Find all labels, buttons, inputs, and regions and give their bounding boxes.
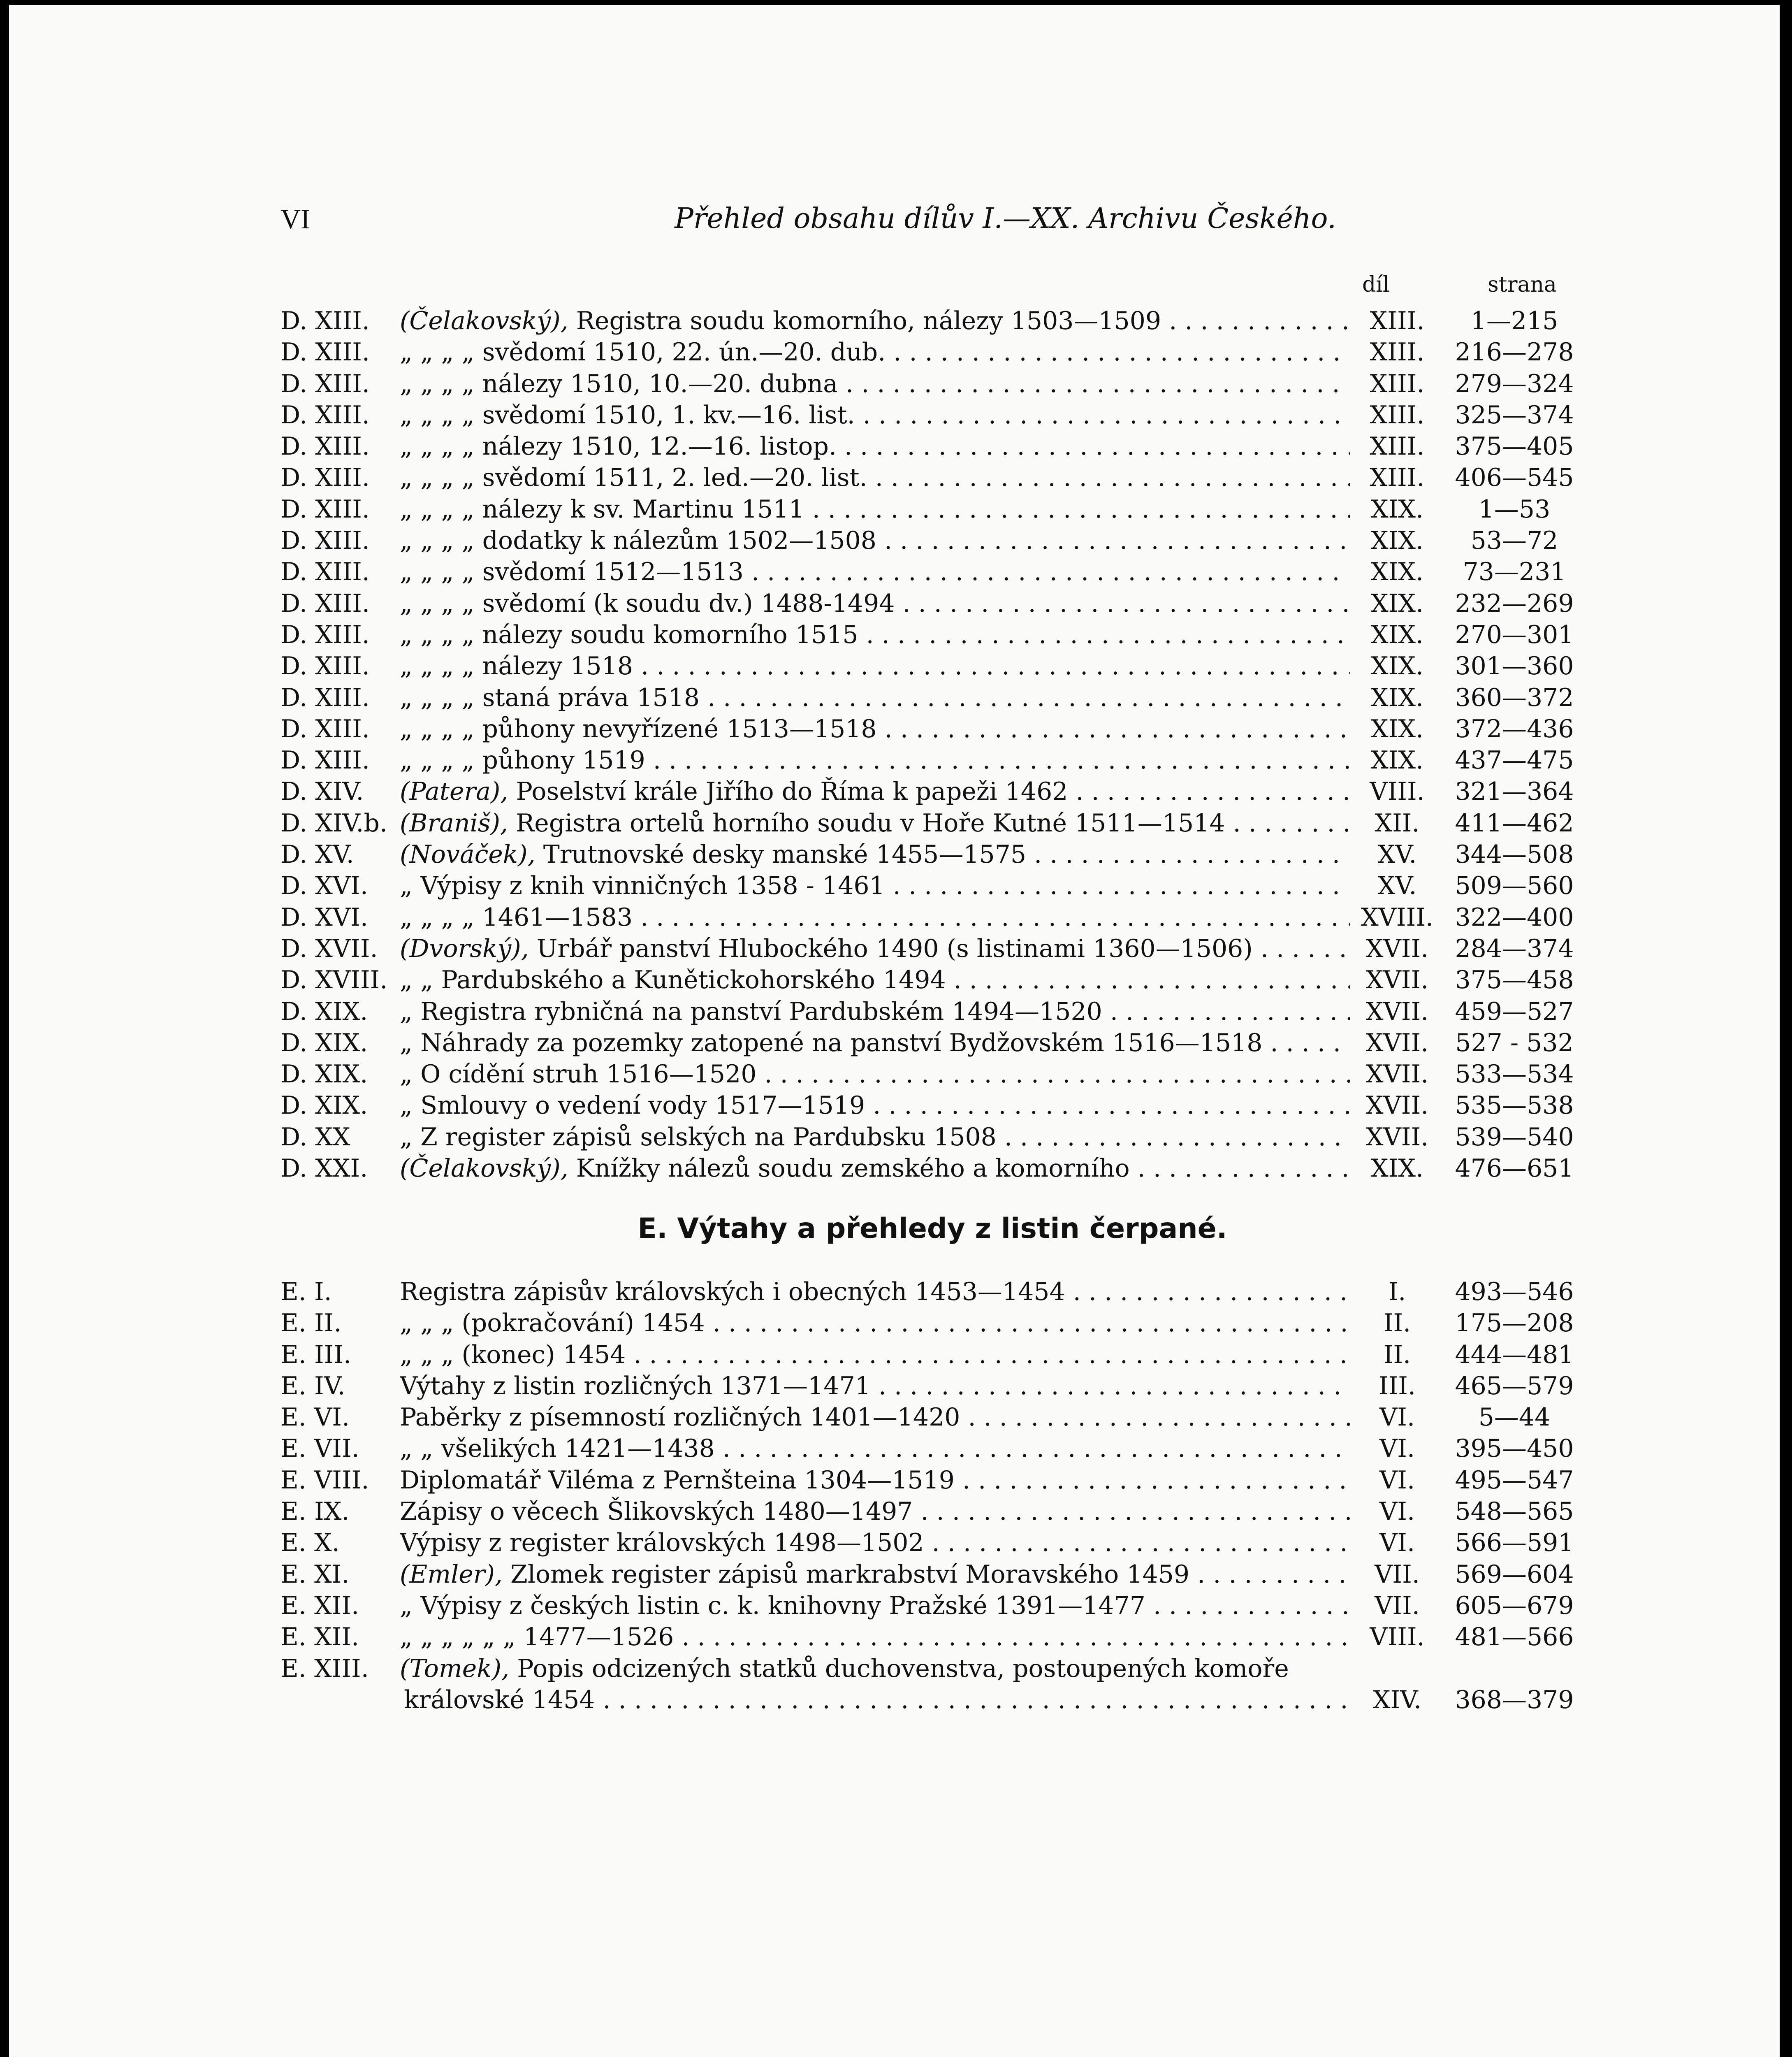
entry-author: (Patera), xyxy=(400,777,508,806)
entry-volume: XIX. xyxy=(1370,557,1424,587)
entry-text: „ Výpisy z knih vinničných 1358 - 1461 xyxy=(400,871,885,901)
entry-text: „ O cídění struh 1516—1520 xyxy=(400,1060,757,1089)
entry-title xyxy=(400,650,1350,682)
entry-text: „ Náhrady za pozemky zatopené na panství Bydžovském 1516—1518 xyxy=(400,1028,1263,1057)
toc-entry xyxy=(281,745,1584,776)
entry-author: (Čelakovský), xyxy=(400,306,568,335)
entry-pages: 493—546 xyxy=(1455,1277,1574,1306)
column-header-pages: strana xyxy=(1488,272,1557,297)
toc-entry xyxy=(281,1027,1584,1059)
toc-entry xyxy=(281,305,1584,337)
entry-ref: D. XIII. xyxy=(281,652,370,681)
entry-pages: 1—215 xyxy=(1470,306,1558,335)
entry-text: Zlomek register zápisů markrabství Moravského 1459 xyxy=(502,1560,1190,1589)
entry-ref: D. XIII. xyxy=(281,620,370,649)
toc-entry xyxy=(281,1590,1584,1621)
entry-pages: 605—679 xyxy=(1455,1591,1574,1620)
entry-volume: XIII. xyxy=(1370,463,1425,492)
document-page xyxy=(9,5,1780,2057)
entry-pages: 509—560 xyxy=(1455,871,1574,901)
toc-entry xyxy=(281,1339,1584,1370)
entry-ref: D. XVIII. xyxy=(281,966,388,995)
entry-text: Urbář panství Hlubockého 1490 (s listinami 1360—1506) xyxy=(529,934,1253,963)
toc-entry xyxy=(281,650,1584,682)
entry-ref: D. XIX. xyxy=(281,1028,368,1057)
entry-pages: 535—538 xyxy=(1455,1091,1574,1120)
entry-text: „ „ „ „ staná práva 1518 xyxy=(400,683,700,712)
entry-volume: XIX. xyxy=(1370,746,1424,775)
toc-entry xyxy=(281,525,1584,556)
entry-pages: 372—436 xyxy=(1455,714,1574,743)
entry-volume: VI. xyxy=(1379,1497,1415,1526)
entry-volume: II. xyxy=(1383,1340,1411,1369)
toc-entry xyxy=(281,1559,1584,1590)
entry-volume: XV. xyxy=(1377,871,1417,901)
entry-volume: XIII. xyxy=(1370,432,1425,461)
entry-volume: XIII. xyxy=(1370,400,1425,430)
toc-entry xyxy=(281,337,1584,368)
entry-text: „ „ „ „ „ „ 1477—1526 xyxy=(400,1623,674,1652)
toc-entry xyxy=(281,1307,1584,1339)
entry-volume: II. xyxy=(1383,1309,1411,1338)
entry-ref: D. XIII. xyxy=(281,306,370,335)
entry-title xyxy=(400,808,1350,839)
entry-pages: 321—364 xyxy=(1455,777,1574,806)
entry-volume: XVII. xyxy=(1365,1028,1429,1057)
entry-pages: 375—458 xyxy=(1455,966,1574,995)
entry-volume: XVII. xyxy=(1365,1060,1429,1089)
entry-pages: 533—534 xyxy=(1455,1060,1574,1089)
entry-title xyxy=(400,1090,1350,1121)
entry-ref: D. XIII. xyxy=(281,369,370,398)
entry-text: „ „ „ (konec) 1454 xyxy=(400,1340,626,1369)
entry-ref: E. XII. xyxy=(281,1591,359,1620)
entry-title xyxy=(400,1496,1350,1527)
toc-entry xyxy=(281,462,1584,493)
toc-entry xyxy=(281,1121,1584,1153)
entry-pages: 527 - 532 xyxy=(1455,1028,1574,1057)
entry-text: „ „ „ „ nálezy 1510, 10.—20. dubna xyxy=(400,369,838,398)
entry-volume: XIX. xyxy=(1370,495,1424,524)
entry-text: „ „ „ „ 1461—1583 xyxy=(400,903,633,932)
entry-text: Knížky nálezů soudu zemského a komorního xyxy=(568,1154,1130,1183)
entry-volume: XV. xyxy=(1377,840,1417,869)
entry-ref: D. XX xyxy=(281,1122,350,1152)
entry-title xyxy=(400,1590,1350,1621)
entry-volume: XIX. xyxy=(1370,526,1424,555)
entry-pages: 73—231 xyxy=(1463,557,1566,587)
entry-text: Výpisy z register královských 1498—1502 xyxy=(400,1528,924,1558)
entry-volume: VI. xyxy=(1379,1528,1415,1558)
entry-author: (Tomek), xyxy=(400,1654,510,1683)
entry-ref: D. XIII. xyxy=(281,589,370,618)
entry-title xyxy=(400,462,1350,493)
entry-pages: 279—324 xyxy=(1455,369,1574,398)
toc-entry xyxy=(281,933,1584,964)
entry-title xyxy=(400,1121,1350,1153)
entry-text: „ „ „ „ půhony 1519 xyxy=(400,746,645,775)
entry-title xyxy=(400,431,1350,462)
entry-text: „ „ všelikých 1421—1438 xyxy=(400,1434,715,1463)
entry-pages: 566—591 xyxy=(1455,1528,1574,1558)
entry-text: Registra zápisův královských i obecných 1453—1454 xyxy=(400,1277,1065,1306)
entry-pages: 344—508 xyxy=(1455,840,1574,869)
entry-text: „ Registra rybničná na panství Pardubském 1494—1520 xyxy=(400,997,1102,1026)
entry-ref: E. XII. xyxy=(281,1623,359,1652)
entry-ref: D. XV. xyxy=(281,840,354,869)
entry-text: „ „ „ (pokračování) 1454 xyxy=(400,1309,705,1338)
entry-text: Registra soudu komorního, nálezy 1503—1509 xyxy=(568,306,1161,335)
entry-text: Poselství krále Jiřího do Říma k papeži 1462 xyxy=(508,777,1068,806)
entry-ref: D. XVI. xyxy=(281,903,368,932)
entry-volume: XIX. xyxy=(1370,589,1424,618)
section-e-heading: E. Výtahy a přehledy z listin čerpané. xyxy=(638,1212,1227,1245)
toc-entry xyxy=(281,1621,1584,1653)
entry-ref: D. XIV. xyxy=(281,777,364,806)
entry-title xyxy=(400,1433,1350,1464)
entry-title xyxy=(400,1339,1350,1370)
entry-title xyxy=(400,1527,1350,1558)
entry-text: „ „ Pardubského a Kunětickohorského 1494 xyxy=(400,966,946,995)
entry-ref: E. VI. xyxy=(281,1403,350,1432)
toc-entry xyxy=(281,682,1584,713)
toc-entry xyxy=(281,1402,1584,1433)
entry-volume: VII. xyxy=(1375,1560,1420,1589)
page-title: Přehled obsahu dílův I.—XX. Archivu Českého. xyxy=(675,202,1336,235)
entry-title xyxy=(400,745,1350,776)
entry-text: „ „ „ „ nálezy 1510, 12.—16. listop. xyxy=(400,432,837,461)
entry-pages: 495—547 xyxy=(1455,1465,1574,1495)
entry-ref: E. XIII. xyxy=(281,1654,369,1683)
entry-volume: XIX. xyxy=(1370,714,1424,743)
entry-ref: E. VII. xyxy=(281,1434,359,1463)
entry-title xyxy=(400,1370,1350,1402)
entry-text: „ Z register zápisů selských na Pardubsku 1508 xyxy=(400,1122,997,1152)
entry-title xyxy=(400,1653,1350,1684)
toc-entry xyxy=(281,1059,1584,1090)
entry-author: (Čelakovský), xyxy=(400,1154,568,1183)
entry-title xyxy=(400,996,1350,1027)
toc-entry xyxy=(281,431,1584,462)
entry-volume: XVII. xyxy=(1365,997,1429,1026)
entry-ref: D. XIII. xyxy=(281,557,370,587)
entry-ref: D. XIX. xyxy=(281,1091,368,1120)
entry-pages: 406—545 xyxy=(1455,463,1574,492)
entry-ref: D. XIII. xyxy=(281,463,370,492)
entry-ref: D. XIII. xyxy=(281,746,370,775)
entry-text: Paběrky z písemností rozličných 1401—1420 xyxy=(400,1403,960,1432)
entry-ref: E. IX. xyxy=(281,1497,350,1526)
entry-text: „ „ „ „ nálezy 1518 xyxy=(400,652,633,681)
entry-title xyxy=(400,1621,1350,1653)
entry-title xyxy=(400,556,1350,587)
section-e-list xyxy=(281,1276,1584,1716)
entry-pages: 175—208 xyxy=(1455,1309,1574,1338)
toc-entry xyxy=(281,556,1584,587)
entry-text: Diplomatář Viléma z Pernšteina 1304—1519 xyxy=(400,1465,955,1495)
entry-title xyxy=(400,1559,1350,1590)
entry-pages: 284—374 xyxy=(1455,934,1574,963)
entry-ref: E. XI. xyxy=(281,1560,350,1589)
entry-text: Registra ortelů horního soudu v Hoře Kutné 1511—1514 xyxy=(508,808,1225,838)
entry-ref: E. X. xyxy=(281,1528,340,1558)
entry-ref: D. XIII. xyxy=(281,400,370,430)
entry-volume: VII. xyxy=(1375,1591,1420,1620)
entry-volume: XII. xyxy=(1375,808,1420,838)
entry-title xyxy=(400,964,1350,996)
section-d-list xyxy=(281,305,1584,1184)
entry-volume: XIII. xyxy=(1370,338,1425,367)
toc-entry xyxy=(281,1465,1584,1496)
entry-pages: 395—450 xyxy=(1455,1434,1574,1463)
entry-text: „ „ „ „ svědomí 1510, 1. kv.—16. list. xyxy=(400,400,855,430)
entry-title xyxy=(400,1153,1350,1184)
entry-text: „ „ „ „ svědomí 1510, 22. ún.—20. dub. xyxy=(400,338,886,367)
entry-pages: 232—269 xyxy=(1455,589,1574,618)
entry-pages: 548—565 xyxy=(1455,1497,1574,1526)
continuation-text: královské 1454 xyxy=(404,1685,595,1714)
entry-pages: 270—301 xyxy=(1455,620,1574,649)
entry-ref: D. XIII. xyxy=(281,338,370,367)
toc-entry xyxy=(281,996,1584,1027)
entry-pages: 539—540 xyxy=(1455,1122,1574,1152)
entry-pages: 1—53 xyxy=(1478,495,1551,524)
entry-title xyxy=(400,305,1350,337)
entry-pages: 5—44 xyxy=(1478,1403,1551,1432)
toc-entry xyxy=(281,808,1584,839)
entry-pages: 216—278 xyxy=(1455,338,1574,367)
entry-text: Trutnovské desky manské 1455—1575 xyxy=(535,840,1027,869)
entry-pages: 476—651 xyxy=(1455,1154,1574,1183)
entry-volume: XVII. xyxy=(1365,1091,1429,1120)
entry-title xyxy=(400,1402,1350,1433)
entry-text: Výtahy z listin rozličných 1371—1471 xyxy=(400,1371,871,1400)
entry-pages: 368—379 xyxy=(1455,1685,1574,1714)
entry-title xyxy=(400,1059,1350,1090)
toc-entry xyxy=(281,870,1584,901)
entry-title xyxy=(400,1307,1350,1339)
entry-title xyxy=(400,494,1350,525)
entry-ref: E. I. xyxy=(281,1277,332,1306)
entry-volume: XIX. xyxy=(1370,683,1424,712)
toc-entry xyxy=(281,1527,1584,1558)
toc-entry xyxy=(281,494,1584,525)
entry-text: „ „ „ „ nálezy k sv. Martinu 1511 xyxy=(400,495,804,524)
toc-entry xyxy=(281,964,1584,996)
entry-title xyxy=(400,933,1350,964)
entry-ref: D. XIX. xyxy=(281,1060,368,1089)
column-header-vol: díl xyxy=(1362,272,1390,297)
entry-text: „ „ „ „ půhony nevyřízené 1513—1518 xyxy=(400,714,877,743)
entry-volume: VI. xyxy=(1379,1465,1415,1495)
toc-entry xyxy=(281,1090,1584,1121)
toc-entry xyxy=(281,399,1584,431)
entry-ref: D. XVI. xyxy=(281,871,368,901)
entry-title xyxy=(400,682,1350,713)
entry-text: Zápisy o věcech Šlikovských 1480—1497 xyxy=(400,1497,913,1526)
entry-title xyxy=(400,870,1350,901)
entry-pages: 411—462 xyxy=(1455,808,1574,838)
toc-entry xyxy=(281,839,1584,870)
entry-text: „ „ „ „ svědomí 1512—1513 xyxy=(400,557,744,587)
entry-ref: D. XIX. xyxy=(281,997,368,1026)
entry-volume: XIX. xyxy=(1370,620,1424,649)
entry-ref: D. XIII. xyxy=(281,495,370,524)
entry-volume: XVII. xyxy=(1365,966,1429,995)
entry-title xyxy=(400,1276,1350,1307)
entry-volume: VI. xyxy=(1379,1403,1415,1432)
entry-title xyxy=(400,839,1350,870)
toc-entry xyxy=(281,619,1584,650)
entry-volume: XVII. xyxy=(1365,934,1429,963)
entry-pages: 481—566 xyxy=(1455,1623,1574,1652)
entry-title xyxy=(400,525,1350,556)
entry-ref: D. XXI. xyxy=(281,1154,368,1183)
entry-ref: E. VIII. xyxy=(281,1465,369,1495)
entry-volume: VIII. xyxy=(1370,777,1425,806)
toc-entry xyxy=(281,1370,1584,1402)
toc-entry xyxy=(281,776,1584,807)
entry-volume: VI. xyxy=(1379,1434,1415,1463)
entry-volume: XIV. xyxy=(1372,1685,1422,1714)
entry-pages: 53—72 xyxy=(1470,526,1558,555)
entry-ref: E. IV. xyxy=(281,1371,345,1400)
entry-title xyxy=(400,902,1350,933)
entry-author: (Dvorský), xyxy=(400,934,529,963)
entry-title xyxy=(400,368,1350,399)
entry-volume: VIII. xyxy=(1370,1623,1425,1652)
entry-author: (Emler), xyxy=(400,1560,503,1589)
entry-ref: D. XIII. xyxy=(281,432,370,461)
toc-entry xyxy=(281,1433,1584,1464)
entry-text: „ Výpisy z českých listin c. k. knihovny Pražské 1391—1477 xyxy=(400,1591,1145,1620)
toc-entry xyxy=(281,1276,1584,1307)
entry-ref: D. XIV.b. xyxy=(281,808,387,838)
toc-entry xyxy=(281,1496,1584,1527)
entry-pages: 444—481 xyxy=(1455,1340,1574,1369)
entry-ref: D. XIII. xyxy=(281,714,370,743)
entry-pages: 375—405 xyxy=(1455,432,1574,461)
entry-volume: XIX. xyxy=(1370,652,1424,681)
toc-entry xyxy=(281,902,1584,933)
toc-entry xyxy=(281,713,1584,745)
entry-pages: 569—604 xyxy=(1455,1560,1574,1589)
entry-title xyxy=(400,337,1350,368)
entry-ref: D. XIII. xyxy=(281,526,370,555)
entry-text: „ „ „ „ svědomí 1511, 2. led.—20. list. xyxy=(400,463,867,492)
entry-volume: III. xyxy=(1378,1371,1416,1400)
entry-volume: XIX. xyxy=(1370,1154,1424,1183)
entry-volume: XIII. xyxy=(1370,306,1425,335)
entry-pages: 465—579 xyxy=(1455,1371,1574,1400)
entry-text: Popis odcizených statků duchovenstva, postoupených komoře xyxy=(509,1654,1289,1683)
entry-pages: 360—372 xyxy=(1455,683,1574,712)
entry-pages: 459—527 xyxy=(1455,997,1574,1026)
entry-ref: E. II. xyxy=(281,1309,342,1338)
entry-title xyxy=(400,776,1350,807)
entry-title xyxy=(400,1465,1350,1496)
running-header xyxy=(281,198,1574,239)
entry-title xyxy=(400,1027,1350,1059)
entry-volume: XVIII. xyxy=(1361,903,1434,932)
toc-entry xyxy=(281,1653,1584,1684)
entry-text: „ „ „ „ nálezy soudu komorního 1515 xyxy=(400,620,858,649)
entry-pages: 437—475 xyxy=(1455,746,1574,775)
entry-text: „ Smlouvy o vedení vody 1517—1519 xyxy=(400,1091,865,1120)
entry-text: „ „ „ „ dodatky k nálezům 1502—1508 xyxy=(400,526,876,555)
entry-volume: I. xyxy=(1388,1277,1406,1306)
toc-entry xyxy=(281,1153,1584,1184)
toc-entry xyxy=(281,368,1584,399)
entry-title xyxy=(400,588,1350,619)
entry-text: „ „ „ „ svědomí (k soudu dv.) 1488-1494 xyxy=(400,589,895,618)
entry-pages: 325—374 xyxy=(1455,400,1574,430)
entry-ref: D. XVII. xyxy=(281,934,378,963)
entry-volume: XIII. xyxy=(1370,369,1425,398)
entry-author: (Braniš), xyxy=(400,808,508,838)
entry-title xyxy=(400,619,1350,650)
entry-title xyxy=(400,399,1350,431)
entry-ref: D. XIII. xyxy=(281,683,370,712)
entry-pages: 301—360 xyxy=(1455,652,1574,681)
entry-title xyxy=(400,713,1350,745)
entry-pages: 322—400 xyxy=(1455,903,1574,932)
entry-volume: XVII. xyxy=(1365,1122,1429,1152)
page-number: VI xyxy=(281,203,310,234)
toc-entry xyxy=(281,588,1584,619)
entry-text xyxy=(404,1684,1350,1716)
entry-author: (Nováček), xyxy=(400,840,536,869)
toc-entry-continuation xyxy=(281,1684,1584,1716)
entry-ref: E. III. xyxy=(281,1340,352,1369)
